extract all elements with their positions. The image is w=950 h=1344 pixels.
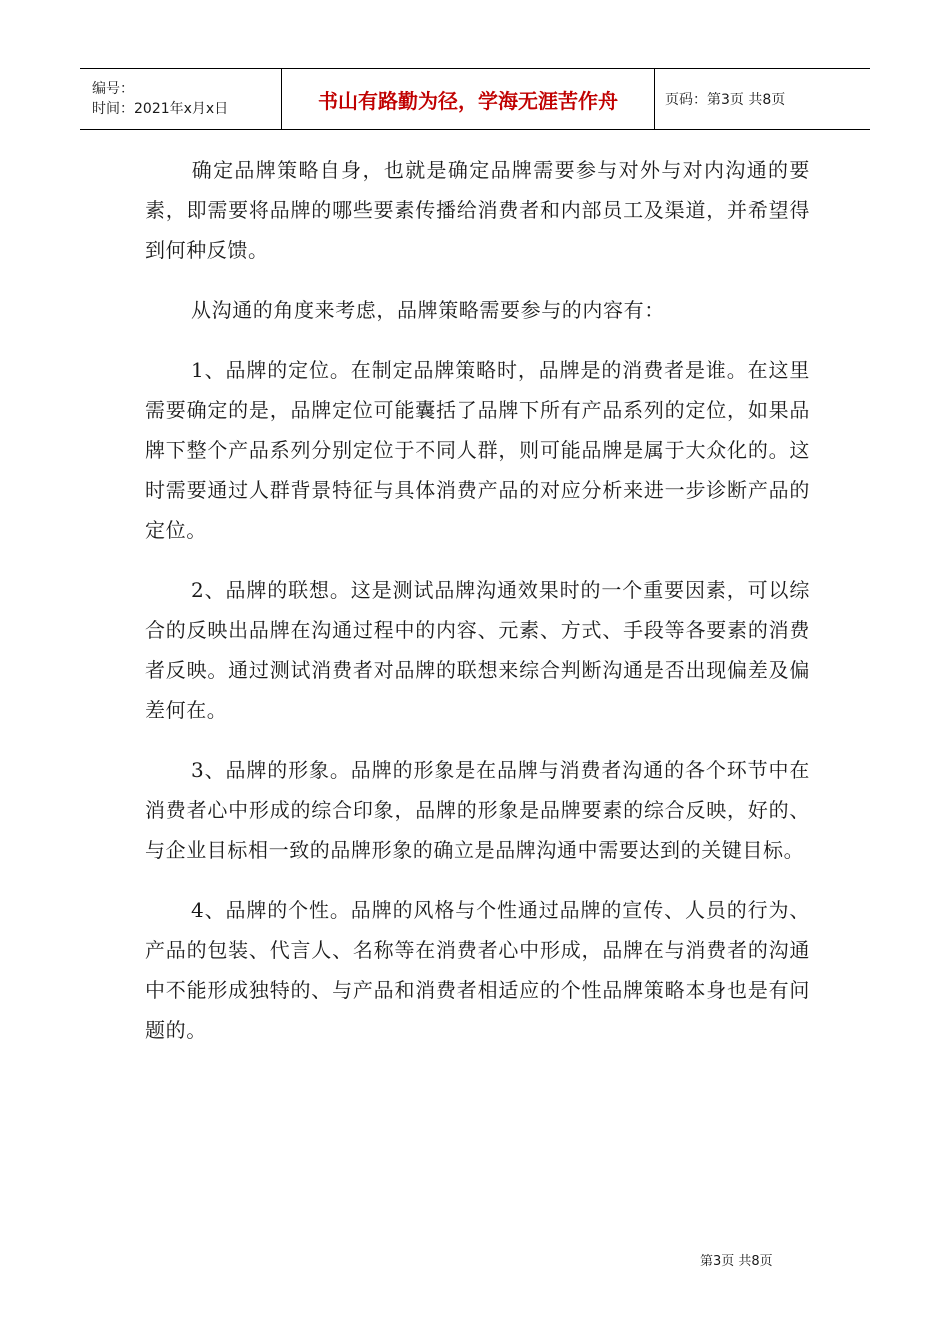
document-time-label: 时间：2021年x月x日 (92, 101, 229, 117)
document-body (145, 150, 810, 1070)
page-header (80, 68, 870, 130)
header-meta (80, 69, 282, 129)
paragraph: 4、品牌的个性。品牌的风格与个性通过品牌的宣传、人员的行为、产品的包装、代言人、名称等在消费者心中形成，品牌在与消费者的沟通中不能形成独特的、与产品和消费者相适应的个性品牌策略本身也是有问题的。 (145, 898, 810, 1042)
paragraph: 1、品牌的定位。在制定品牌策略时，品牌是的消费者是谁。在这里需要确定的是，品牌定位可能囊括了品牌下所有产品系列的定位，如果品牌下整个产品系列分别定位于不同人群，则可能品牌是属于大众化的。这时需要通过人群背景特征与具体消费产品的对应分析来进一步诊断产品的定位。 (145, 358, 810, 542)
header-page-label: 页码：第3页 共8页 (665, 92, 786, 108)
header-motto (282, 69, 655, 129)
page-footer (700, 1250, 773, 1269)
header-page-info (655, 69, 870, 129)
document-number-label: 编号： (92, 81, 134, 97)
paragraph: 从沟通的角度来考虑，品牌策略需要参与的内容有： (191, 298, 665, 322)
paragraph: 2、品牌的联想。这是测试品牌沟通效果时的一个重要因素，可以综合的反映出品牌在沟通过程中的内容、元素、方式、手段等各要素的消费者反映。通过测试消费者对品牌的联想来综合判断沟通是否出现偏差及偏差何在。 (145, 578, 810, 722)
footer-page-label: 第3页 共8页 (700, 1254, 773, 1269)
motto-text: 书山有路勤为径，学海无涯苦作舟 (318, 88, 618, 113)
paragraph: 确定品牌策略自身，也就是确定品牌需要参与对外与对内沟通的要素，即需要将品牌的哪些要素传播给消费者和内部员工及渠道，并希望得到何种反馈。 (145, 158, 810, 262)
paragraph: 3、品牌的形象。品牌的形象是在品牌与消费者沟通的各个环节中在消费者心中形成的综合印象，品牌的形象是品牌要素的综合反映，好的、与企业目标相一致的品牌形象的确立是品牌沟通中需要达到的关键目标。 (145, 758, 810, 862)
